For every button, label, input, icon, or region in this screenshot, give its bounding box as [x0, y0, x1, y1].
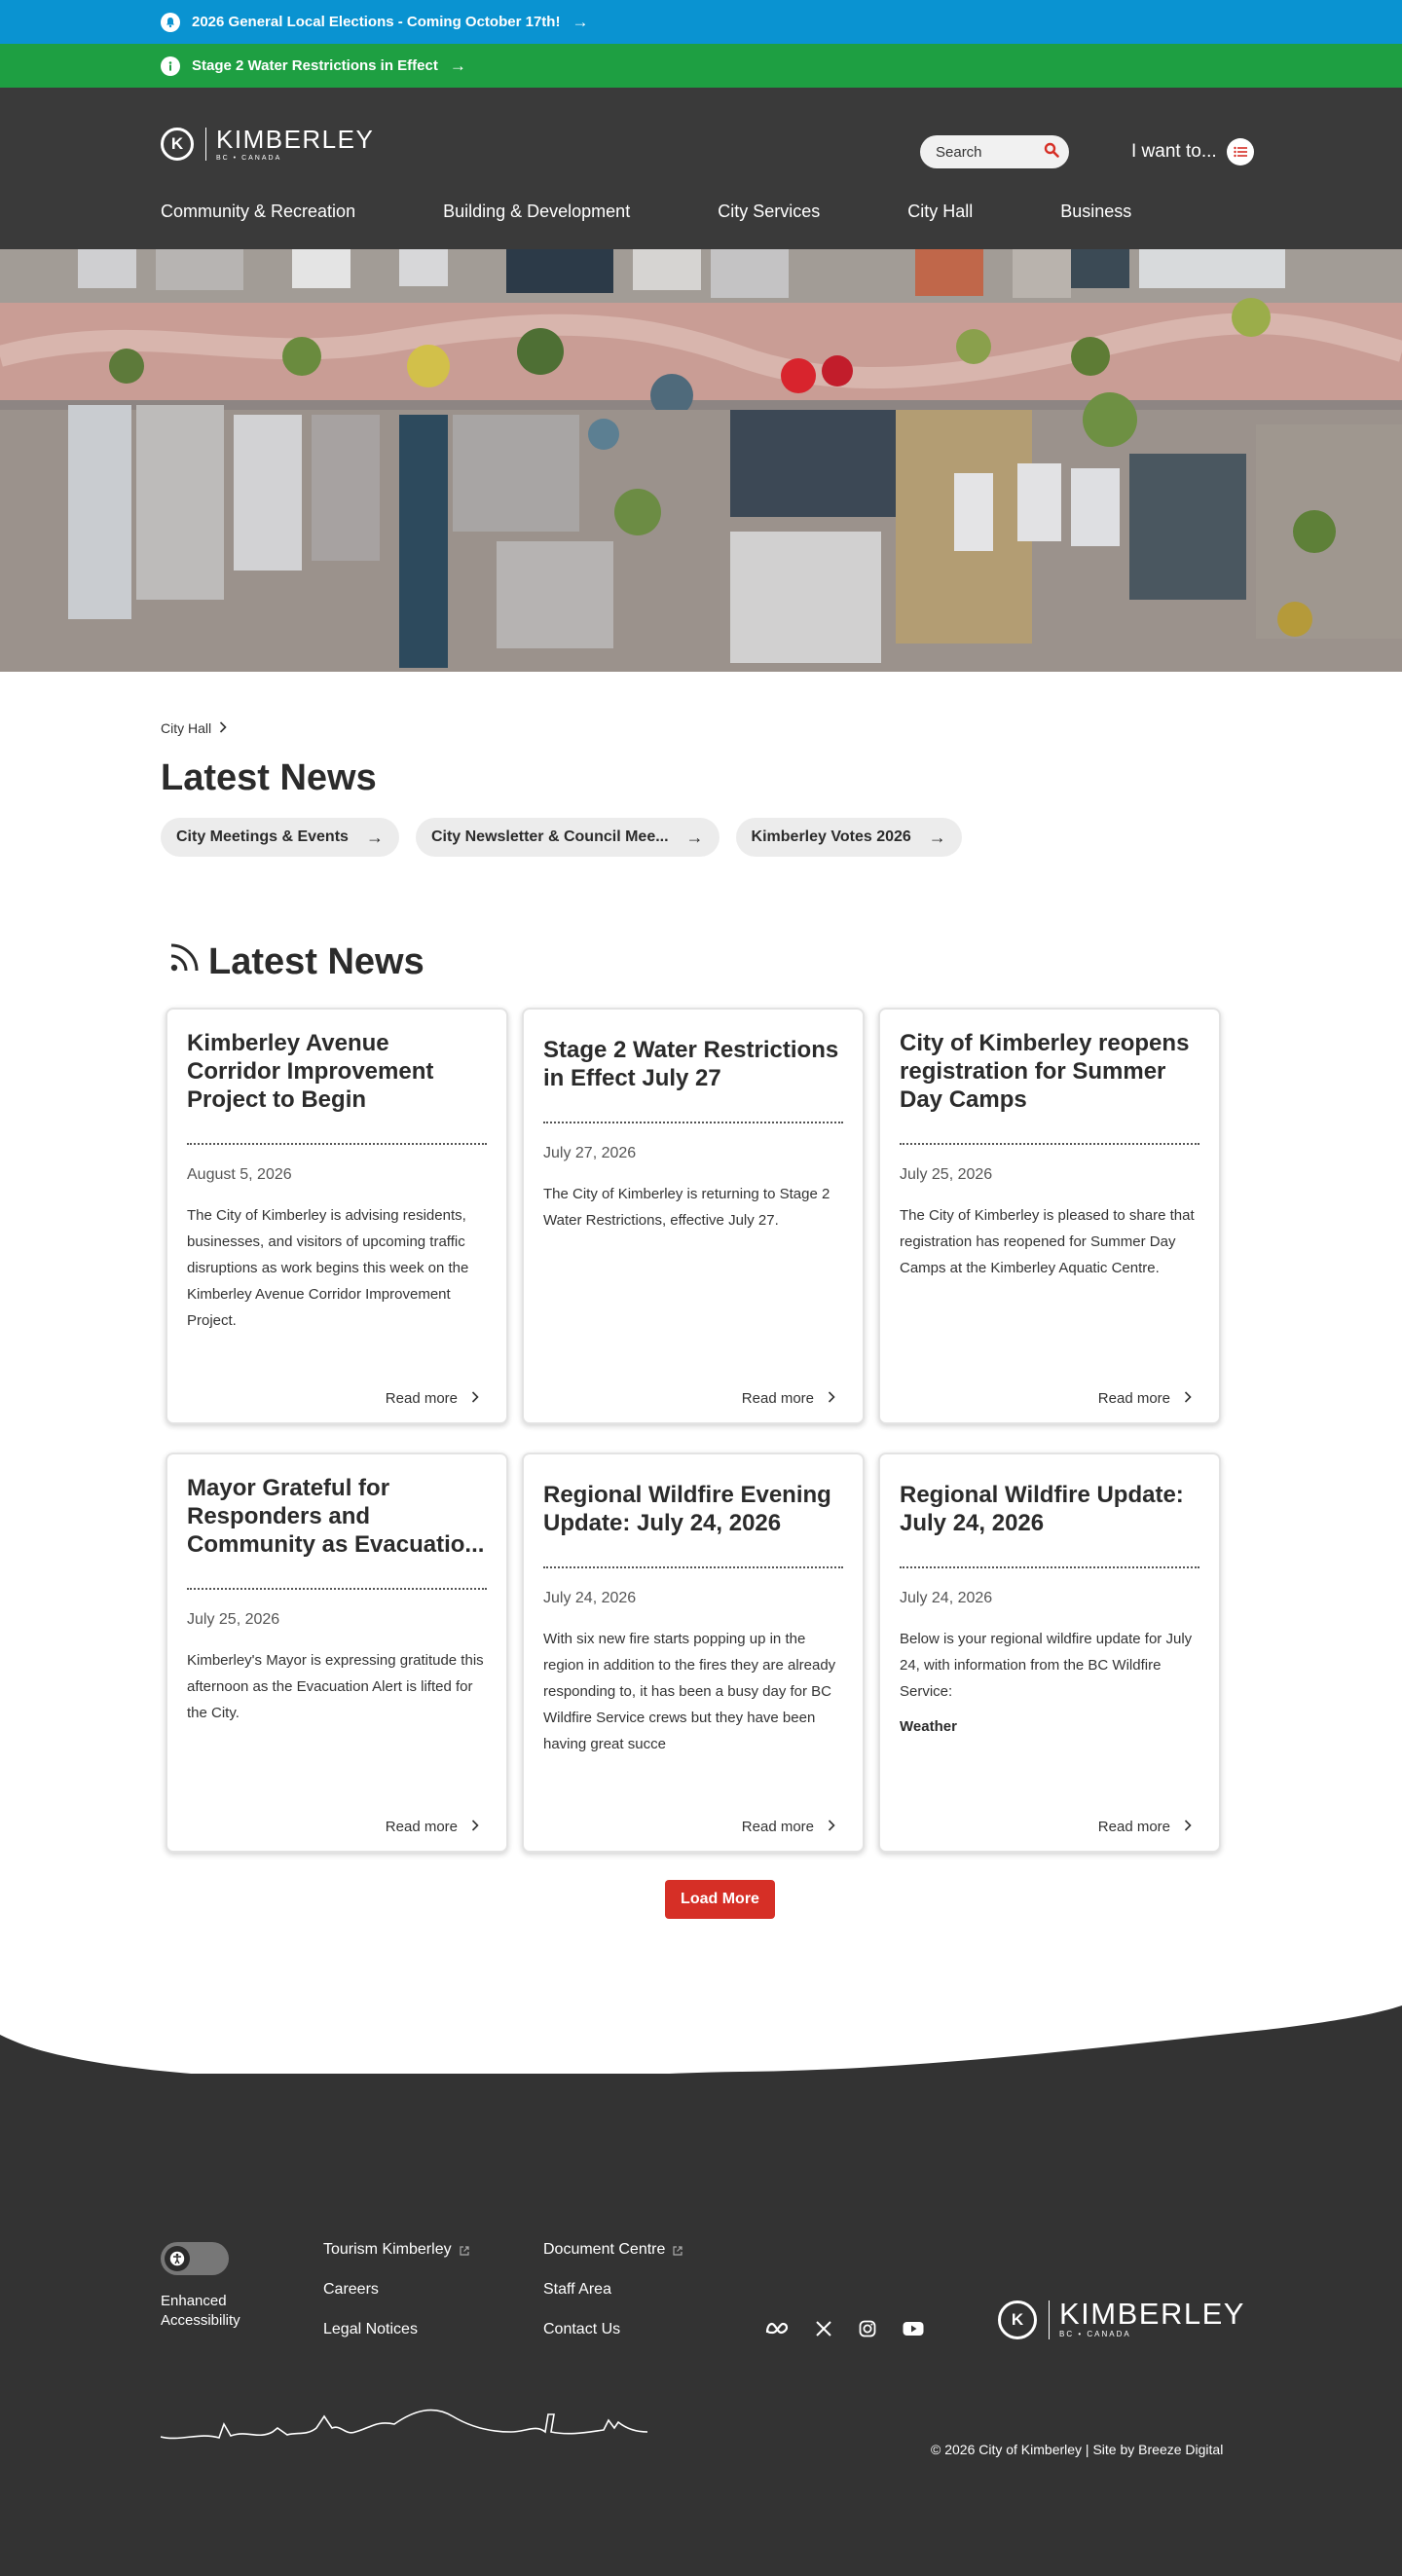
news-card-excerpt: With six new fire starts popping up in the region in addition to the fires they are already responding to, it has been a busy day for BC Wildfire Service crews but they have been having great succe [543, 1631, 836, 1752]
read-more-label: Read more [385, 1819, 458, 1835]
footer-link-label: Tourism Kimberley [323, 2241, 452, 2258]
breadcrumb [161, 720, 227, 736]
dotted-divider [543, 1122, 843, 1123]
read-more-label: Read more [1097, 1819, 1170, 1835]
news-card-date: August 5, 2026 [187, 1166, 292, 1183]
pill-kimberley-votes[interactable] [736, 818, 962, 857]
water-alert-bar[interactable] [0, 44, 1402, 88]
chevron-right-icon [828, 1390, 835, 1407]
nav-community-recreation[interactable]: Community & Recreation [161, 202, 356, 221]
dotted-divider [543, 1566, 843, 1568]
footer-links-col1 [323, 2241, 469, 2361]
arrow-right-icon: → [365, 827, 384, 847]
footer-logo[interactable] [998, 2297, 1245, 2339]
accessibility-label-line1: Enhanced [161, 2293, 227, 2309]
i-want-to-label: I want to... [1131, 141, 1217, 162]
site-footer [0, 2074, 1402, 2576]
footer-link-legal[interactable] [323, 2321, 469, 2361]
news-card-title[interactable]: Stage 2 Water Restrictions in Effect July 27 [543, 1037, 839, 1091]
info-icon [161, 56, 180, 76]
read-more-link[interactable] [1098, 1819, 1192, 1835]
pill-label: City Meetings & Events [176, 828, 349, 845]
news-card-excerpt: Kimberley's Mayor is expressing gratitude this afternoon as the Evacuation Alert is lifted for the City. [187, 1652, 484, 1721]
footer-logo-subtitle: BC • CANADA [1059, 2330, 1131, 2338]
news-card-excerpt: The City of Kimberley is pleased to share that registration has reopened for Summer Day Camps at the Kimberley Aquatic Centre. [900, 1207, 1195, 1276]
news-card-excerpt: The City of Kimberley is advising residents, businesses, and visitors of upcoming traffic disruptions as work begins this week on the Kimberley Avenue Corridor Improvement Project. [187, 1207, 469, 1329]
footer-link-careers[interactable] [323, 2281, 469, 2321]
external-link-icon [460, 2243, 469, 2261]
chevron-right-icon [471, 1819, 479, 1835]
x-icon[interactable] [815, 2320, 832, 2337]
logo-divider [1049, 2300, 1050, 2339]
logo-divider [205, 128, 206, 161]
news-card[interactable] [878, 1453, 1221, 1853]
news-card-title[interactable]: Regional Wildfire Update: July 24, 2026 [900, 1482, 1184, 1536]
chevron-right-icon [828, 1819, 835, 1835]
nav-city-services[interactable]: City Services [718, 202, 821, 221]
read-more-label: Read more [385, 1390, 458, 1407]
footer-link-tourism[interactable] [323, 2241, 469, 2281]
dotted-divider [187, 1143, 487, 1145]
pill-label: City Newsletter & Council Mee... [430, 828, 669, 845]
hero-aerial-image [0, 249, 1402, 672]
external-link-icon [673, 2243, 683, 2261]
social-links [765, 2320, 950, 2337]
copyright-text: © 2026 City of Kimberley | Site by Breeze Digital [931, 2442, 1224, 2457]
news-card[interactable] [878, 1008, 1221, 1424]
meta-icon[interactable] [765, 2322, 789, 2336]
news-card-title[interactable]: City of Kimberley reopens registration for Summer Day Camps [900, 1030, 1190, 1113]
read-more-label: Read more [741, 1819, 814, 1835]
footer-link-contact[interactable] [543, 2321, 683, 2361]
accessibility-toggle[interactable] [161, 2242, 229, 2275]
chevron-right-icon [1184, 1819, 1192, 1835]
news-card-date: July 25, 2026 [900, 1166, 993, 1183]
footer-link-label: Careers [323, 2281, 379, 2298]
footer-links-col2 [543, 2241, 683, 2361]
election-alert-bar[interactable] [0, 0, 1402, 44]
news-card-date: July 27, 2026 [543, 1145, 637, 1161]
footer-link-label: Document Centre [543, 2241, 666, 2258]
read-more-link[interactable] [742, 1390, 835, 1407]
mountain-town-sketch [161, 2403, 647, 2451]
read-more-link[interactable] [386, 1390, 479, 1407]
news-card-date: July 25, 2026 [187, 1611, 280, 1628]
footer-link-document-centre[interactable] [543, 2241, 683, 2281]
read-more-label: Read more [741, 1390, 814, 1407]
search-icon[interactable] [1044, 142, 1059, 163]
i-want-to-menu[interactable] [1131, 138, 1254, 166]
news-card-date: July 24, 2026 [900, 1590, 993, 1606]
news-section-title [167, 939, 424, 984]
logo-mark-icon: K [161, 128, 194, 161]
chevron-right-icon [219, 720, 227, 736]
read-more-link[interactable] [742, 1819, 835, 1835]
accessibility-icon [165, 2246, 190, 2271]
read-more-link[interactable] [386, 1819, 479, 1835]
nav-building-development[interactable]: Building & Development [443, 202, 631, 221]
bell-icon [161, 13, 180, 32]
category-pills [161, 818, 978, 857]
rss-icon [167, 939, 208, 984]
dotted-divider [900, 1566, 1199, 1568]
news-card[interactable] [166, 1453, 508, 1853]
news-card-excerpt: Below is your regional wildfire update for July 24, with information from the BC Wildfire Service: [900, 1631, 1193, 1700]
nav-city-hall[interactable]: City Hall [907, 202, 974, 221]
news-card[interactable] [522, 1008, 865, 1424]
load-more-button[interactable]: Load More [665, 1880, 775, 1919]
arrow-right-icon: → [928, 827, 946, 847]
arrow-right-icon: → [449, 55, 466, 75]
read-more-label: Read more [1097, 1390, 1170, 1407]
accessibility-label [161, 2292, 240, 2331]
accessibility-label-line2: Accessibility [161, 2312, 240, 2329]
site-header [0, 88, 1402, 249]
news-card-subheading: Weather [900, 1718, 957, 1735]
main-navigation [161, 202, 1131, 222]
search-input[interactable] [920, 135, 1069, 168]
page-title: Latest News [161, 757, 377, 798]
news-card-date: July 24, 2026 [543, 1590, 637, 1606]
news-card[interactable] [522, 1453, 865, 1853]
dotted-divider [900, 1143, 1199, 1145]
water-alert-text: Stage 2 Water Restrictions in Effect [192, 57, 438, 74]
arrow-right-icon: → [572, 12, 589, 31]
footer-link-label: Staff Area [543, 2281, 611, 2298]
list-icon [1227, 138, 1254, 166]
logo-mark-icon: K [998, 2300, 1037, 2339]
youtube-icon[interactable] [903, 2321, 924, 2337]
site-logo[interactable] [161, 127, 374, 162]
search-placeholder: Search [936, 143, 982, 161]
election-alert-text: 2026 General Local Elections - Coming October 17th! [192, 14, 561, 30]
footer-logo-name: KIMBERLEY [1059, 2297, 1245, 2331]
nav-business[interactable]: Business [1060, 202, 1132, 221]
footer-link-label: Legal Notices [323, 2321, 418, 2337]
footer-link-staff-area[interactable] [543, 2281, 683, 2321]
logo-subtitle: BC • CANADA [216, 155, 282, 162]
arrow-right-icon: → [685, 827, 704, 847]
logo-name: KIMBERLEY [216, 125, 375, 154]
footer-link-label: Contact Us [543, 2321, 621, 2337]
breadcrumb-city-hall[interactable]: City Hall [161, 720, 212, 736]
footer-wave [0, 2006, 1402, 2083]
pill-label: Kimberley Votes 2026 [751, 828, 911, 845]
news-card-title[interactable]: Regional Wildfire Evening Update: July 24, 2026 [543, 1482, 831, 1536]
pill-city-newsletter[interactable] [416, 818, 719, 857]
read-more-link[interactable] [1098, 1390, 1192, 1407]
instagram-icon[interactable] [859, 2320, 876, 2337]
pill-city-meetings-events[interactable] [161, 818, 399, 857]
news-card-title[interactable]: Kimberley Avenue Corridor Improvement Project to Begin [187, 1030, 434, 1113]
dotted-divider [187, 1588, 487, 1590]
news-card-title[interactable]: Mayor Grateful for Responders and Community as Evacuatio... [187, 1475, 485, 1558]
chevron-right-icon [1184, 1390, 1192, 1407]
news-card-excerpt: The City of Kimberley is returning to Stage 2 Water Restrictions, effective July 27. [543, 1186, 830, 1229]
chevron-right-icon [471, 1390, 479, 1407]
news-card[interactable] [166, 1008, 508, 1424]
section-title-text: Latest News [208, 940, 424, 982]
